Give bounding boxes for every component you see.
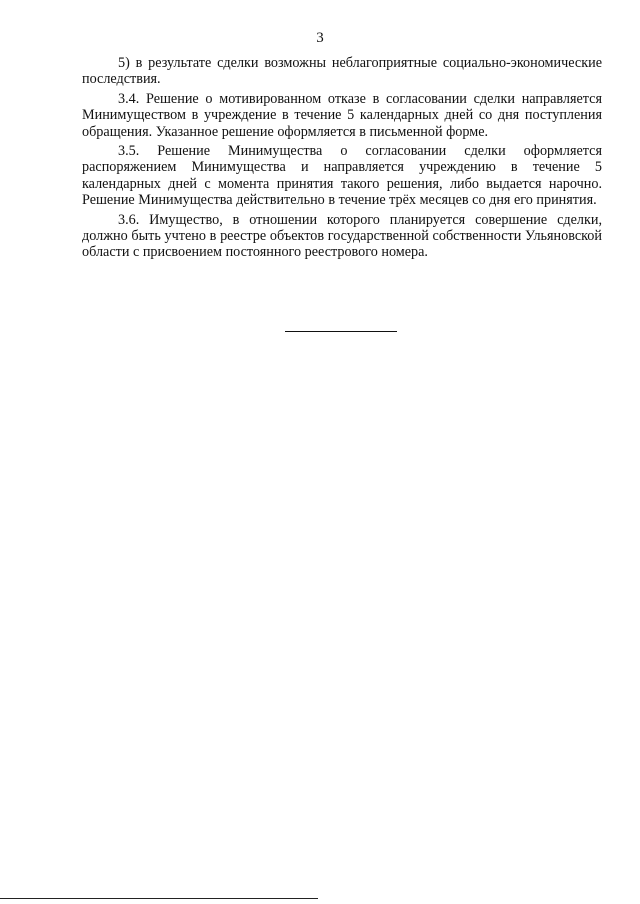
document-body [82,55,602,264]
paragraph-3-6: 3.6. Имущество, в отношении которого планируется совершение сделки, должно быть учтено в реестре объектов государственной собственности Ульяновской области с присвоением постоянного реестрового номера. [82,211,602,261]
page-bottom-rule [0,898,318,899]
end-of-text-divider [285,331,397,332]
paragraph-3-5: 3.5. Решение Минимущества о согласовании сделки оформляется распоряжением Минимущества и направляется учреждению в течение 5 календарных дней с момента принятия такого решения, либо выдается нарочно. Решение Минимущества действительно в течение трёх месяцев со дня его принятия. [82,143,602,209]
page-number: 3 [316,30,324,46]
paragraph-3-4: 3.4. Решение о мотивированном отказе в согласовании сделки направляется Минимуществом в учреждение в течение 5 календарных дней со дня поступления обращения. Указанное решение оформляется в письменной форме. [82,90,602,140]
paragraph-item-5: 5) в результате сделки возможны неблагоприятные социально-экономические последствия. [82,55,602,88]
